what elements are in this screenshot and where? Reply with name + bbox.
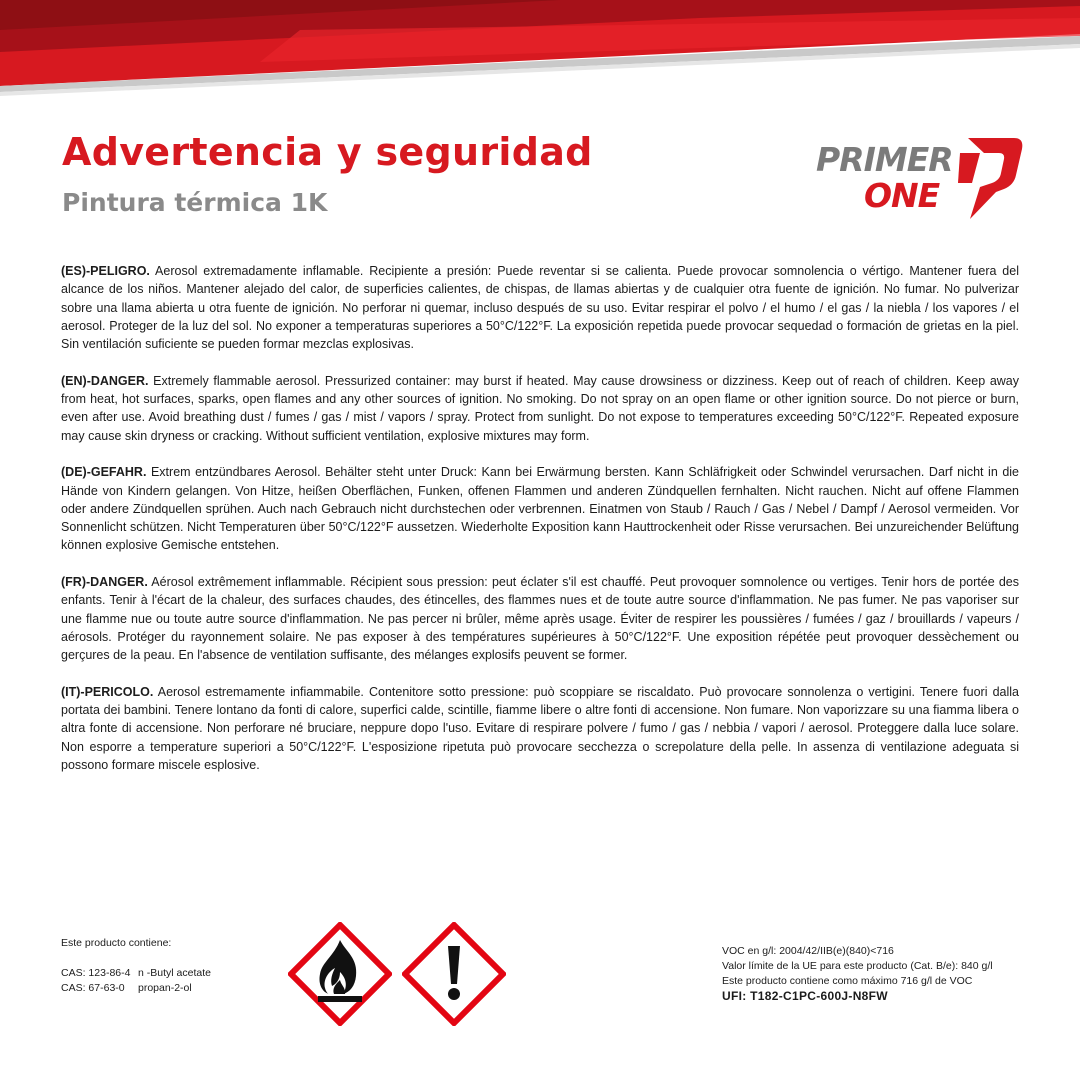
contents-item [61,981,301,996]
warning-text: Aerosol extremadamente inflamable. Recipiente a presión: Puede reventar si se calienta. Puede provocar somnolencia o vértigo. Mantener fuera del alcance de los niños. Mantener alejado del calor, de superficies calientes, de chispas, de llamas abiertas y de cualquier otra fuente de ignición. No fumar. No pulverizar sobre una llama abierta u otra fuente de ignición. No perforar ni quemar, incluso después de su uso. Evitar respirar el polvo / el humo / el gas / la niebla / los vapores / el aerosol. Proteger de la luz del sol. No exponer a temperaturas superiores a 50°C/122°F. La exposición repetida puede provocar sequedad o formación de grietas en la piel. Sin ventilación suficiente se pueden formar mezclas explosivas. [61,264,1019,352]
safety-warnings [61,262,1019,793]
lightning-one-icon [950,135,1024,220]
voc-info [722,944,1022,1004]
warning-text: Extremely flammable aerosol. Pressurized container: may burst if heated. May cause drowsiness or dizziness. Keep out of reach of children. Keep away from heat, hot surfaces, sparks, open flames and any other sources of ignition. No smoking. Do not spray on an open flame or other ignition source. Do not pierce or burn, even after use. Avoid breathing dust / fumes / gas / mist / vapors / spray. Protect from sunlight. Do not expose to temperatures exceeding 50°C/122°F. Repeated exposure may cause skin dryness or cracking. Without sufficient ventilation, explosive mixtures may form. [61,373,1019,443]
warning-label: (IT)-PERICOLO. [61,684,154,699]
cas-number: CAS: 67-63-0 [61,982,125,994]
warning-it [61,683,1019,774]
substance-name: propan-2-ol [138,982,192,994]
warning-text: Aerosol estremamente infiammabile. Contenitore sotto pressione: può scoppiare se riscaldato. Può provocare sonnolenza o vertigini. Tenere fuori dalla portata dei bambini. Tenere lontano da fonti di calore, superfici calde, scintille, fiamme libere o altre fonti di accensione. Non fumare. Non vaporizzare su una fiamma libera o altra fonte di accensione. Non perforare né bruciare, neppure dopo l'uso. Evitare di respirare polvere / fumo / gas / nebbia / vapori / aerosol. Proteggere dalla luce solare. Non esporre a temperature superiori a 50°C/122°F. L'esposizione ripetuta può provocare secchezza o screpolature della pelle. In assenza di ventilazione adeguata si possono formare miscele esplosive. [61,684,1019,773]
warning-fr [61,573,1019,664]
voc-line: VOC en g/l: 2004/42/IIB(e)(840)<716 [722,945,894,957]
warning-label: (FR)-DANGER. [61,575,148,590]
warning-es [61,262,1019,353]
warning-label: (EN)-DANGER. [61,373,149,388]
warning-de [61,463,1019,554]
cas-number: CAS: 123-86-4 [61,967,131,979]
substance-name: n -Butyl acetate [138,967,211,979]
warning-label: (ES)-PELIGRO. [61,264,150,278]
header-banner [0,0,1080,100]
ghs-flame-icon [288,922,392,1026]
warning-text: Aérosol extrêmement inflammable. Récipient sous pression: peut éclater s'il est chauffé. Peut provoquer somnolence ou vertiges. Tenir hors de portée des enfants. Tenir à l'écart de la chaleur, des surfaces chaudes, des étincelles, des flammes nues et de toute autre source d'inflammation. Ne pas fumer. Ne pas vaporiser sur une flamme nue ou toute autre source d'inflammation. Ne pas percer ni brûler, même après usage. Éviter de respirer les poussières / fumées / gaz / brouillards / vapeurs / aérosols. Protéger du rayonnement solaire. Ne pas exposer à des températures supérieures à 50°C/122°F. Une exposition répétée peut provoquer dessèchement ou gerçures de la peau. En l'absence de ventilation suffisante, des mélanges explosifs peuvent se former. [61,575,1019,663]
ghs-exclamation-icon [402,922,506,1026]
page-title: Advertencia y seguridad [62,130,593,174]
contents-heading: Este producto contiene: [61,937,172,949]
voc-max-content: Este producto contiene como máximo 716 g/l de VOC [722,975,973,987]
product-contents [61,936,301,996]
voc-eu-limit: Valor límite de la UE para este producto (Cat. B/e): 840 g/l [722,960,993,972]
ufi-code: UFI: T182-C1PC-600J-N8FW [722,989,888,1003]
primer-one-logo [812,135,1024,220]
warning-en [61,372,1019,445]
warning-label: (DE)-GEFAHR. [61,465,147,480]
logo-text-one: ONE [864,176,940,215]
ghs-pictograms [288,922,508,1026]
page-subtitle: Pintura térmica 1K [62,188,328,217]
contents-item [61,966,301,981]
warning-text: Extrem entzündbares Aerosol. Behälter steht unter Druck: Kann bei Erwärmung bersten. Kann Schläfrigkeit oder Schwindel verursachen. Darf nicht in die Hände von Kindern gelangen. Von Hitze, heißen Oberflächen, Funken, offenen Flammen und anderen Zündquellen fernhalten. Nicht rauchen. Nicht auf offene Flammen oder andere Zündquellen sprühen. Auch nach Gebrauch nicht durchstechen oder verbrennen. Einatmen von Staub / Rauch / Gas / Nebel / Dampf / Aerosol vermeiden. Vor Sonnenlicht schützen. Nicht Temperaturen über 50°C/122°F aussetzen. Wiederholte Exposition kann Hauttrockenheit oder Risse verursachen. Bei unzureichender Belüftung können explosive Gemische entstehen. [61,465,1019,553]
logo-text-primer: PRIMER [816,140,953,179]
